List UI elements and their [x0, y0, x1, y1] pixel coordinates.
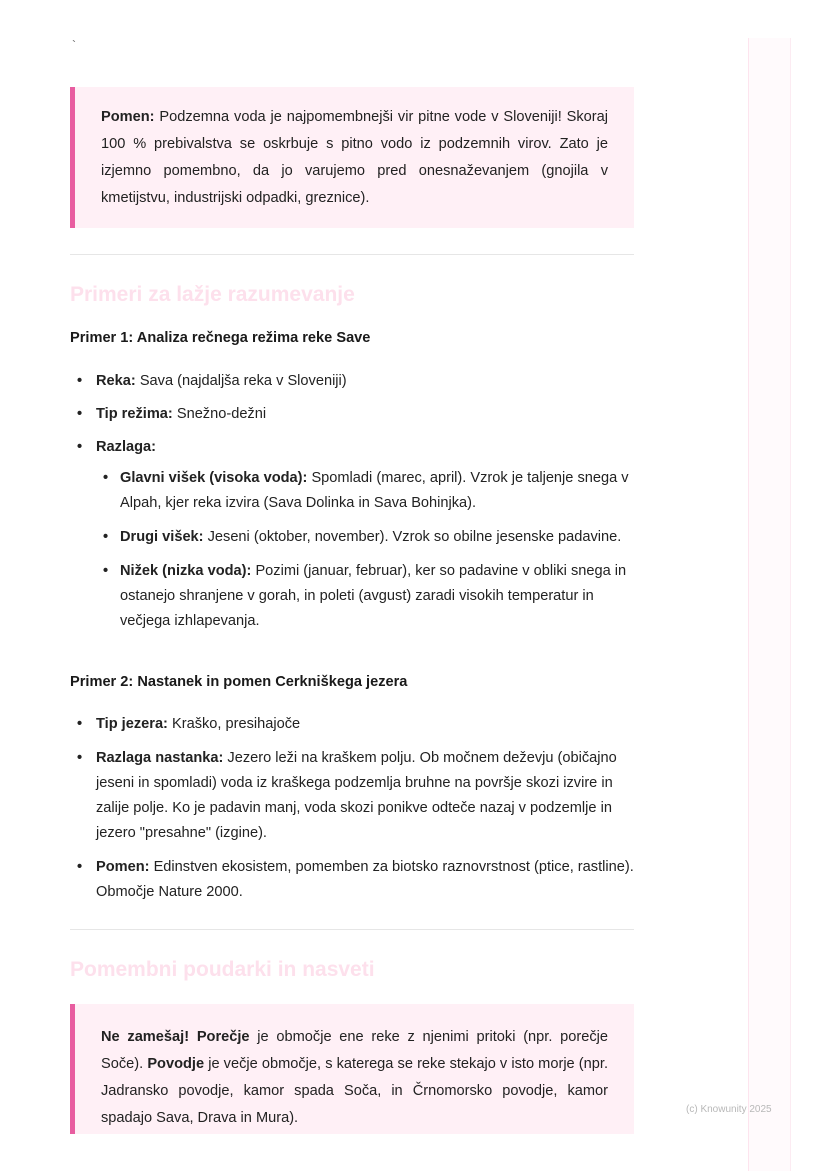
term-porecje: Porečje: [196, 1029, 250, 1045]
item-label: Pomen:: [96, 859, 150, 875]
term-povodje: Povodje: [147, 1056, 205, 1072]
term-povodje-text: je večje območje, s katerega se reke stekajo v isto morje (npr. Jadransko povodje, kamor spada Soča, in Črnomorsko povodje, kamor spadajo Sava, Drava in Mura).: [101, 1056, 608, 1126]
example2-list: [70, 712, 640, 905]
section-heading: Pomembni poudarki in nasveti: [70, 958, 375, 981]
list-item: [70, 712, 640, 737]
term-porecje-text: je območje ene reke z njenimi pritoki (npr. porečje Soče).: [101, 1029, 608, 1072]
item-text: Jezero leži na kraškem polju. Ob močnem deževju (običajno jeseni in spomladi) voda iz kraškega podzemlja bruhne na površje skozi izvire in zalije polje. Ko je padavin manj, voda skozi ponikve odteče nazaj v podzemlje in jezero "presahne" (izgine).: [96, 750, 617, 841]
item-label: Reka:: [96, 373, 136, 389]
item-text: Snežno-dežni: [176, 406, 267, 422]
sub-list: [96, 466, 640, 634]
info-callout: [70, 87, 634, 228]
list-item: [70, 855, 640, 905]
list-item: [70, 369, 640, 394]
sub-list-item: [96, 466, 640, 516]
right-margin-strip: [748, 38, 791, 1171]
callout-label: Pomen:: [101, 109, 155, 125]
callout-text: Podzemna voda je najpomembnejši vir pitne vode v Sloveniji! Skoraj 100 % prebivalstva se oskrbuje s pitno vodo iz podzemnih virov. Zato je izjemno pomembno, da jo varujemo pred onesnaževanjem (gnojila v kmetijstvu, industrijski odpadki, greznice).: [101, 109, 608, 206]
sub-item-text: Pozimi (januar, februar), ker so padavine v obliki snega in ostanejo shranjene v gorah, in poleti (avgust) zaradi visokih temperatur in večjega izhlapevanja.: [120, 563, 627, 629]
list-item: [70, 746, 640, 846]
item-text: Edinstven ekosistem, pomemben za biotsko raznovrstnost (ptice, rastline). Območje Nature 2000.: [96, 859, 634, 900]
example-title: Primer 2: Nastanek in pomen Cerkniškega jezera: [70, 674, 408, 690]
list-item: [70, 435, 640, 634]
sub-item-label: Glavni višek (visoka voda):: [120, 470, 308, 486]
sub-item-label: Drugi višek:: [120, 529, 204, 545]
sub-item-text: Spomladi (marec, april). Vzrok je taljenje snega v Alpah, kjer reka izvira (Sava Dolinka in Sava Bohinjka).: [120, 470, 629, 511]
stray-mark: `: [72, 38, 76, 52]
item-label: Tip jezera:: [96, 716, 168, 732]
divider: [70, 929, 634, 930]
item-text: Kraško, presihajoče: [171, 716, 301, 732]
list-item: [70, 402, 640, 427]
item-label: Razlaga nastanka:: [96, 750, 224, 766]
section-heading: Primeri za lažje razumevanje: [70, 283, 355, 306]
warning-label: Ne zamešaj!: [101, 1029, 190, 1045]
sub-item-label: Nižek (nizka voda):: [120, 563, 252, 579]
example-title: Primer 1: Analiza rečnega režima reke Save: [70, 330, 371, 346]
sub-list-item: [96, 525, 640, 550]
example1-list: [70, 369, 640, 634]
divider: [70, 254, 634, 255]
item-label: Razlaga:: [96, 439, 157, 455]
sub-list-item: [96, 559, 640, 634]
sub-item-text: Jeseni (oktober, november). Vzrok so obilne jesenske padavine.: [207, 529, 622, 545]
item-text: Sava (najdaljša reka v Sloveniji): [139, 373, 347, 389]
item-label: Tip režima:: [96, 406, 173, 422]
copyright-footer: (c) Knowunity 2025: [686, 1104, 772, 1115]
warning-callout: [70, 1004, 634, 1134]
